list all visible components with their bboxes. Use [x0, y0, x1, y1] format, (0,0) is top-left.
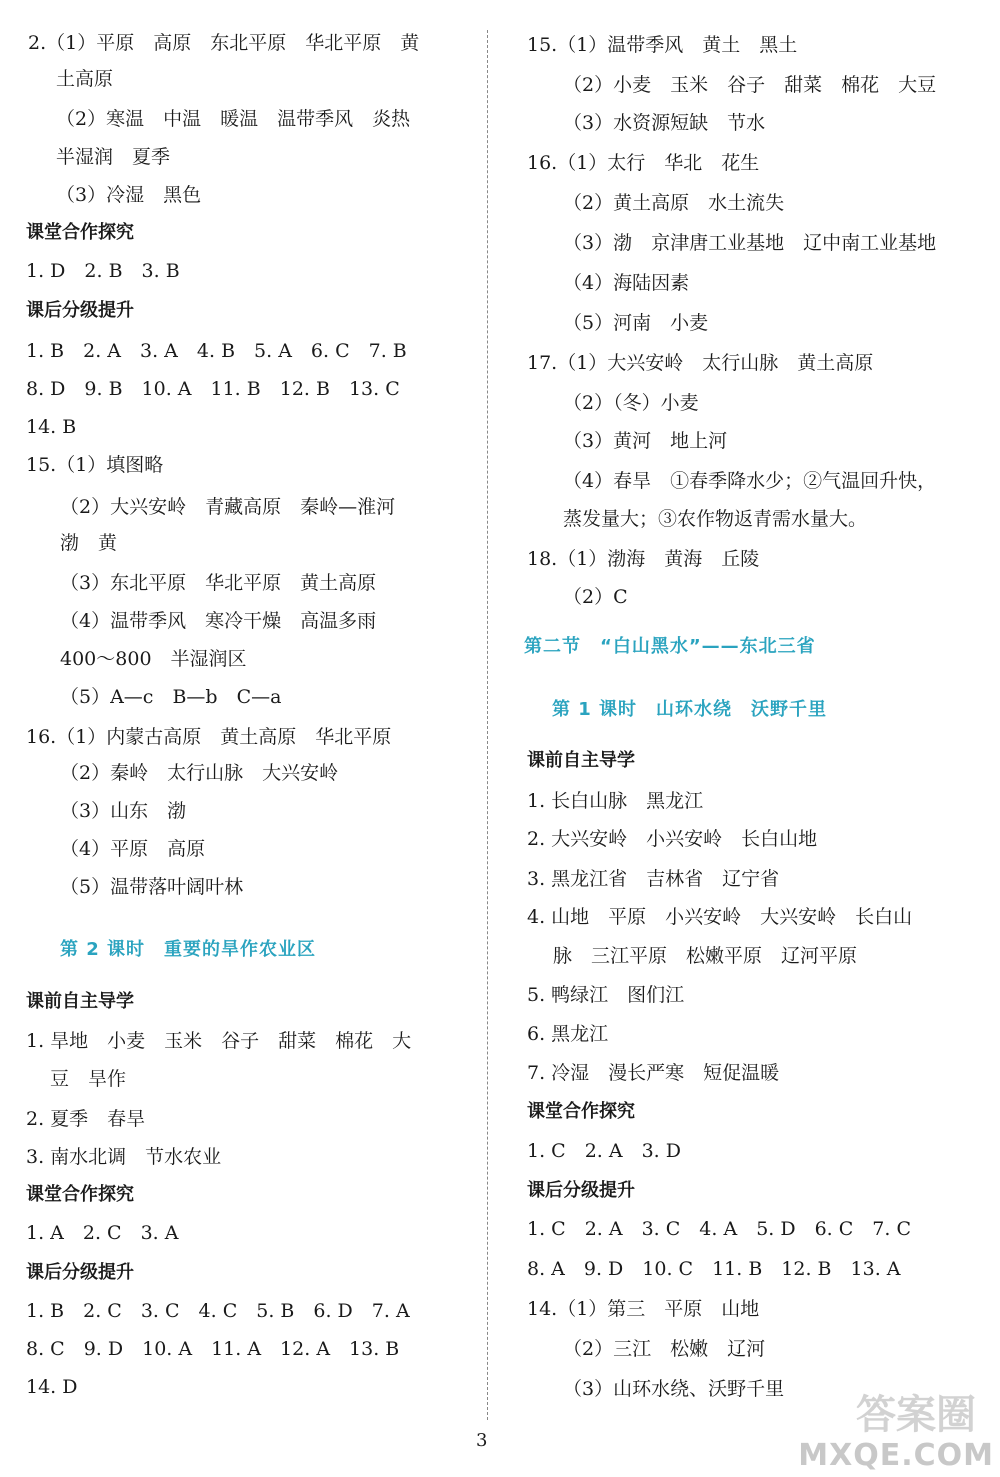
answer-line: 豆 旱作 [50, 1068, 127, 1090]
answer-line: （3）黄河 地上河 [563, 430, 728, 452]
answer-line: （3）山环水绕、沃野千里 [563, 1378, 785, 1400]
answer-line: 6. 黑龙江 [527, 1023, 609, 1045]
answer-line: 16.（1）太行 华北 花生 [527, 152, 760, 174]
answer-line: （4）平原 高原 [60, 838, 206, 860]
watermark-site: MXQE.COM [798, 1438, 994, 1473]
section-heading: 课堂合作探究 [26, 1184, 134, 1205]
answer-line: 土高原 [56, 68, 114, 90]
answer-line: 4. 山地 平原 小兴安岭 大兴安岭 长白山 [527, 906, 913, 928]
page-number: 3 [476, 1430, 488, 1451]
answer-line: 渤 黄 [60, 532, 118, 554]
answer-line: 1. C 2. A 3. D [527, 1140, 681, 1162]
answer-line: （2）黄土高原 水土流失 [563, 192, 785, 214]
lesson-title: 第二节 “白山黑水”——东北三省 [524, 636, 816, 657]
answer-line: （2）（冬）小麦 [563, 392, 699, 414]
lesson-title: 第 1 课时 山环水绕 沃野千里 [552, 699, 828, 720]
answer-line: 1. B 2. A 3. A 4. B 5. A 6. C 7. B [26, 340, 407, 362]
answer-line: 7. 冷湿 漫长严寒 短促温暖 [527, 1062, 780, 1084]
answer-line: 8. A 9. D 10. C 11. B 12. B 13. A [527, 1258, 901, 1280]
answer-line: 8. D 9. B 10. A 11. B 12. B 13. C [26, 378, 400, 400]
answer-line: （3）水资源短缺 节水 [563, 112, 766, 134]
answer-line: （4）海陆因素 [563, 272, 690, 294]
watermark [798, 1383, 994, 1473]
answer-line: （3）冷湿 黑色 [56, 184, 202, 206]
answer-line: 17.（1）大兴安岭 太行山脉 黄土高原 [527, 352, 874, 374]
answer-line: 8. C 9. D 10. A 11. A 12. A 13. B [26, 1338, 400, 1360]
answer-line: 14.（1）第三 平原 山地 [527, 1298, 760, 1320]
answer-line: 3. 黑龙江省 吉林省 辽宁省 [527, 868, 780, 890]
answer-line: （2）三江 松嫩 辽河 [563, 1338, 766, 1360]
answer-line: （3）渤 京津唐工业基地 辽中南工业基地 [563, 232, 937, 254]
section-heading: 课后分级提升 [26, 300, 134, 321]
answer-line: （4）温带季风 寒冷干燥 高温多雨 [60, 610, 377, 632]
answer-line: 15.（1）温带季风 黄土 黑土 [527, 34, 798, 56]
answer-line: 3. 南水北调 节水农业 [26, 1146, 222, 1168]
watermark-logo: 答案圈 [856, 1392, 976, 1438]
answer-line: 1. A 2. C 3. A [26, 1222, 179, 1244]
answer-line: （5）A—c B—b C—a [60, 686, 282, 708]
answer-line: （2）小麦 玉米 谷子 甜菜 棉花 大豆 [563, 74, 937, 96]
answer-line: 400～800 半湿润区 [60, 648, 247, 670]
answer-line: 1. C 2. A 3. C 4. A 5. D 6. C 7. C [527, 1218, 911, 1240]
answer-line: （3）山东 渤 [60, 800, 187, 822]
answer-line: 1. D 2. B 3. B [26, 260, 180, 282]
answer-line: 蒸发量大；③农作物返青需水量大。 [563, 508, 868, 530]
section-heading: 课堂合作探究 [26, 222, 134, 243]
answer-line: 1. B 2. C 3. C 4. C 5. B 6. D 7. A [26, 1300, 410, 1322]
answer-line: 14. D [26, 1376, 78, 1398]
section-heading: 课后分级提升 [26, 1262, 134, 1283]
answer-line: 2. 大兴安岭 小兴安岭 长白山地 [527, 828, 818, 850]
section-heading: 课前自主导学 [26, 991, 134, 1012]
answer-line: （2）大兴安岭 青藏高原 秦岭—淮河 [60, 496, 396, 518]
section-heading: 课前自主导学 [527, 750, 635, 771]
answer-line: 15.（1）填图略 [26, 454, 164, 476]
answer-line: 5. 鸭绿江 图们江 [527, 984, 685, 1006]
answer-line: （5）温带落叶阔叶林 [60, 876, 244, 898]
answer-line: （2）寒温 中温 暖温 温带季风 炎热 [56, 108, 411, 130]
answer-line: 18.（1）渤海 黄海 丘陵 [527, 548, 760, 570]
answer-line: 14. B [26, 416, 77, 438]
answer-line: 2. 夏季 春旱 [26, 1108, 146, 1130]
section-heading: 课堂合作探究 [527, 1101, 635, 1122]
answer-line: 1. 长白山脉 黑龙江 [527, 790, 704, 812]
answer-line: 16.（1）内蒙古高原 黄土高原 华北平原 [26, 726, 392, 748]
answer-line: 脉 三江平原 松嫩平原 辽河平原 [553, 945, 858, 967]
column-divider [487, 30, 488, 1420]
answer-line: 半湿润 夏季 [56, 146, 171, 168]
lesson-title: 第 2 课时 重要的旱作农业区 [60, 939, 317, 960]
answer-line: （2）C [563, 586, 628, 608]
answer-line: （3）东北平原 华北平原 黄土高原 [60, 572, 377, 594]
answer-line: 2.（1）平原 高原 东北平原 华北平原 黄 [28, 32, 420, 54]
answer-line: 1. 旱地 小麦 玉米 谷子 甜菜 棉花 大 [26, 1030, 412, 1052]
answer-line: （4）春旱 ①春季降水少；②气温回升快， [563, 470, 937, 492]
section-heading: 课后分级提升 [527, 1180, 635, 1201]
answer-line: （2）秦岭 太行山脉 大兴安岭 [60, 762, 339, 784]
answer-line: （5）河南 小麦 [563, 312, 709, 334]
